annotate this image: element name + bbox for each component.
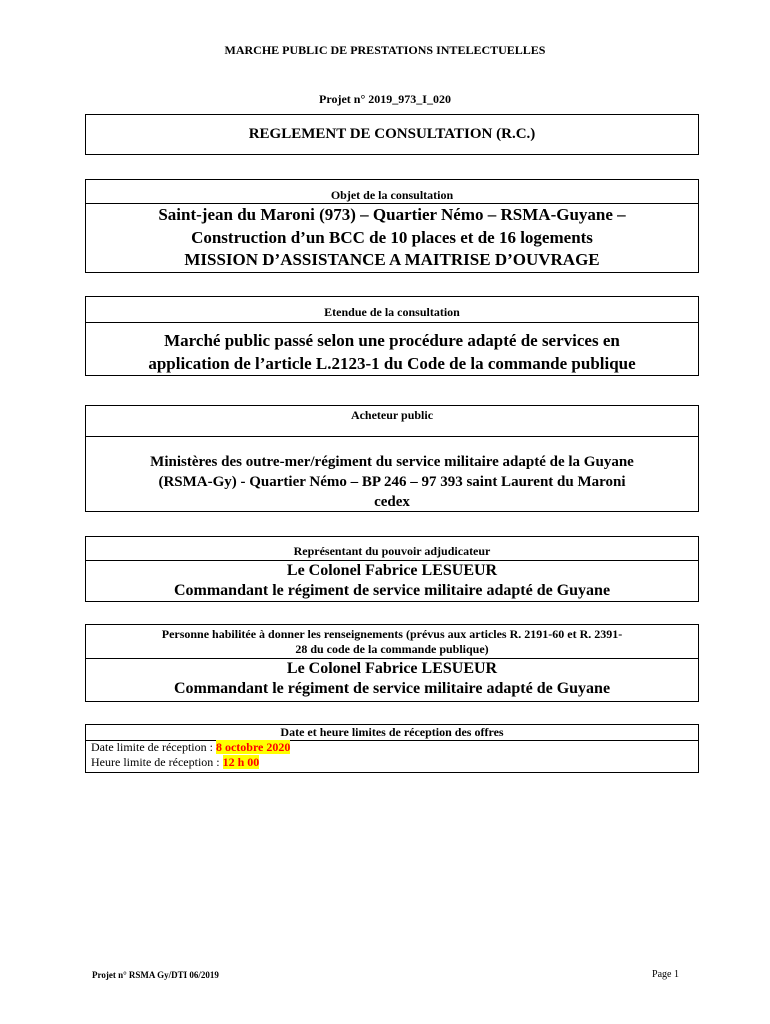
rc-title: REGLEMENT DE CONSULTATION (R.C.) xyxy=(248,126,536,142)
acheteur-label: Acheteur public xyxy=(350,408,434,422)
objet-label: Objet de la consultation xyxy=(330,188,454,202)
date-limit-row xyxy=(91,740,290,755)
representant-name: Le Colonel Fabrice LESUEUR xyxy=(286,562,498,579)
date-limit-value: 8 octobre 2020 xyxy=(215,740,291,754)
acheteur-line-1: Ministères des outre-mer/régiment du service militaire adapté de la Guyane xyxy=(150,454,634,470)
dates-label: Date et heure limites de réception des offres xyxy=(280,725,504,739)
representant-box xyxy=(85,536,699,602)
objet-line-1: Saint-jean du Maroni (973) – Quartier Némo – RSMA-Guyane – xyxy=(158,205,626,224)
rc-title-box xyxy=(85,114,699,155)
acheteur-box xyxy=(85,405,699,512)
personne-label-line-1: Personne habilitée à donner les renseignements (prévus aux articles R. 2191-60 et R. 2391- xyxy=(161,627,623,641)
etendue-label: Etendue de la consultation xyxy=(324,305,460,319)
personne-label-line-2: 28 du code de la commande publique) xyxy=(295,642,489,656)
time-limit-row xyxy=(91,755,259,770)
divider xyxy=(86,658,698,659)
personne-name: Le Colonel Fabrice LESUEUR xyxy=(286,660,498,677)
time-limit-label: Heure limite de réception : xyxy=(91,755,223,769)
acheteur-line-3: cedex xyxy=(374,494,410,510)
divider xyxy=(86,560,698,561)
date-limit-label: Date limite de réception : xyxy=(91,740,216,754)
etendue-line-2: application de l’article L.2123-1 du Code de la commande publique xyxy=(148,354,636,373)
time-limit-value: 12 h 00 xyxy=(222,755,260,769)
objet-line-2: Construction d’un BCC de 10 places et de 16 logements xyxy=(191,228,593,247)
divider xyxy=(86,203,698,204)
market-title: MARCHE PUBLIC DE PRESTATIONS INTELECTUELLES xyxy=(224,43,546,57)
dates-box xyxy=(85,724,699,773)
objet-box xyxy=(85,179,699,273)
divider xyxy=(86,436,698,437)
project-number: Projet n° 2019_973_I_020 xyxy=(319,92,451,106)
footer-project: Projet n° RSMA Gy/DTI 06/2019 xyxy=(92,970,219,980)
representant-label: Représentant du pouvoir adjudicateur xyxy=(293,544,491,558)
objet-line-3: MISSION D’ASSISTANCE A MAITRISE D’OUVRAGE xyxy=(184,250,600,269)
etendue-line-1: Marché public passé selon une procédure adapté de services en xyxy=(164,331,620,350)
acheteur-line-2: (RSMA-Gy) - Quartier Némo – BP 246 – 97 393 saint Laurent du Maroni xyxy=(158,474,626,490)
divider xyxy=(86,322,698,323)
personne-box xyxy=(85,624,699,702)
etendue-box xyxy=(85,296,699,376)
personne-role: Commandant le régiment de service militaire adapté de Guyane xyxy=(173,680,611,697)
representant-role: Commandant le régiment de service militaire adapté de Guyane xyxy=(173,582,611,599)
page-number: Page 1 xyxy=(652,969,679,980)
